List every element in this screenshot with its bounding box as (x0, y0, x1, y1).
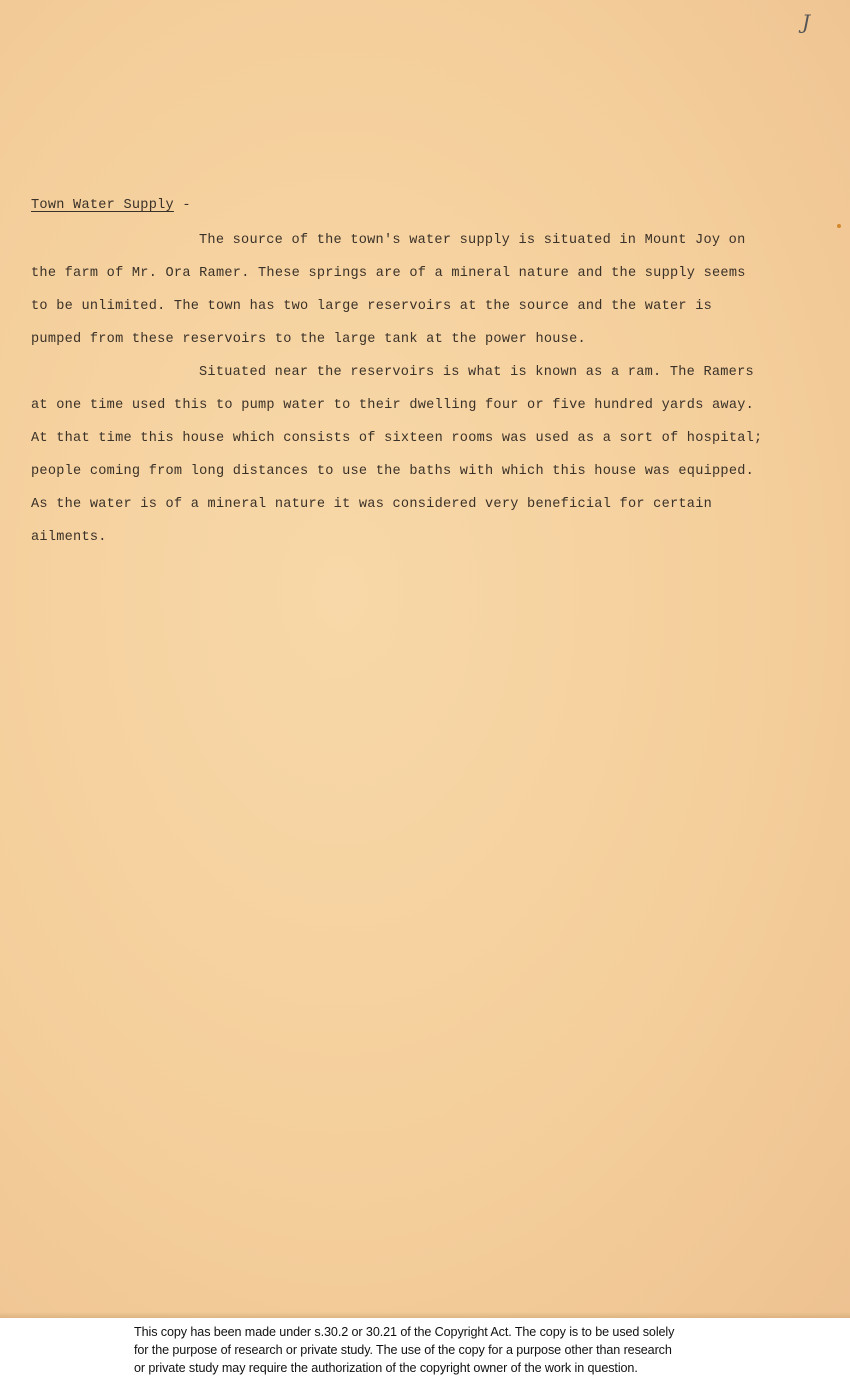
paragraph-1-line-3: to be unlimited. The town has two large reservoirs at the source and the water is (31, 299, 713, 314)
paragraph-1-line-4: pumped from these reservoirs to the large tank at the power house. (31, 332, 586, 347)
body-text (31, 231, 801, 561)
copyright-notice-line: This copy has been made under s.30.2 or 30.21 of the Copyright Act. The copy is to be used solely (134, 1325, 675, 1339)
paragraph-2-line-1: Situated near the reservoirs is what is known as a ram. The Ramers (199, 365, 754, 380)
copyright-notice-line: for the purpose of research or private study. The use of the copy for a purpose other than research (134, 1343, 672, 1357)
paragraph-2-line-3: At that time this house which consists of sixteen rooms was used as a sort of hospital; (31, 431, 763, 446)
heading-dash: - (173, 198, 191, 213)
corner-handwritten-mark: J (801, 10, 810, 34)
paragraph-2-line-2: at one time used this to pump water to their dwelling four or five hundred yards away. (31, 398, 755, 413)
paragraph-2-line-5: As the water is of a mineral nature it was considered very beneficial for certain (31, 497, 713, 512)
copyright-notice-line: or private study may require the authorization of the copyright owner of the work in question. (134, 1361, 638, 1375)
page-bottom-edge (0, 1312, 850, 1318)
paragraph-2-line-4: people coming from long distances to use the baths with which this house was equipped. (31, 464, 755, 479)
paragraph-2-line-6: ailments. (31, 530, 107, 545)
section-heading (31, 198, 191, 213)
paper-speck (837, 224, 841, 228)
copyright-notice (134, 1323, 746, 1380)
paragraph-1-line-1: The source of the town's water supply is situated in Mount Joy on (199, 233, 746, 248)
paragraph-1-line-2: the farm of Mr. Ora Ramer. These springs are of a mineral nature and the supply seems (31, 266, 746, 281)
heading-title: Town Water Supply (31, 198, 174, 213)
